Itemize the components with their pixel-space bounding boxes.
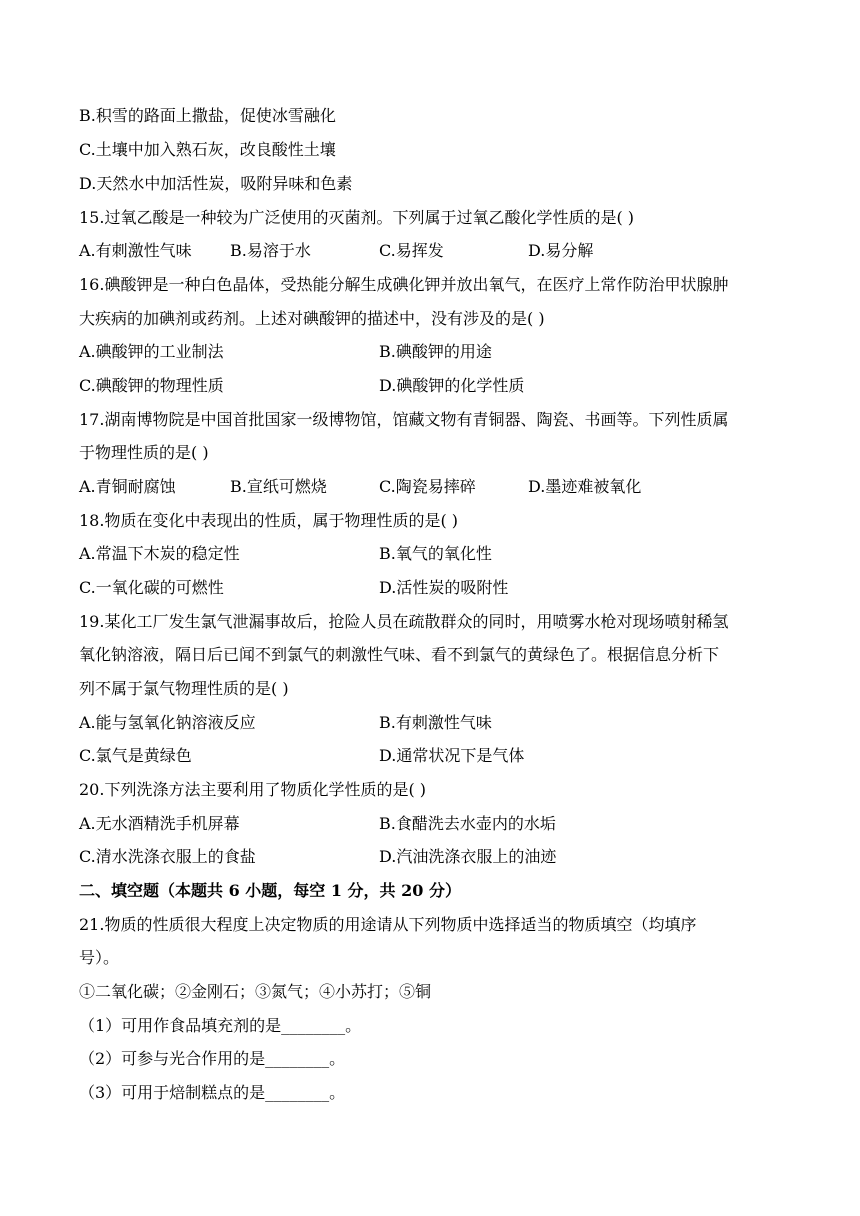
q17-option-d: D.墨迹难被氧化 <box>528 477 642 496</box>
q19-option-c: C.氯气是黄绿色 <box>79 746 192 765</box>
q16-stem-line2: 大疾病的加碘剂或药剂。上述对碘酸钾的描述中，没有涉及的是( ) <box>79 309 545 328</box>
q21-substance-list: ①二氧化碳；②金刚石；③氮气；④小苏打；⑤铜 <box>79 982 432 1001</box>
section-heading-fill-in: 二、填空题（本题共 6 小题，每空 1 分，共 20 分） <box>79 881 461 900</box>
q20-option-c: C.清水洗涤衣服上的食盐 <box>79 847 256 866</box>
q16-options-row2 <box>79 374 779 398</box>
q20-option-a: A.无水酒精洗手机屏幕 <box>79 814 240 833</box>
q17-option-b: B.宣纸可燃烧 <box>230 477 327 496</box>
q18-option-c: C.一氧化碳的可燃性 <box>79 578 224 597</box>
q14-option-b: B.积雪的路面上撒盐，促使冰雪融化 <box>79 106 336 125</box>
q17-stem-line2: 于物理性质的是( ) <box>79 443 209 462</box>
q19-options-row1 <box>79 711 779 735</box>
q16-option-a: A.碘酸钾的工业制法 <box>79 342 224 361</box>
q21-subquestion-3: （3）可用于焙制糕点的是________。 <box>79 1083 346 1102</box>
q18-options-row2 <box>79 576 779 600</box>
q21-subquestion-1: （1）可用作食品填充剂的是________。 <box>79 1016 362 1035</box>
q20-options-row2 <box>79 845 779 869</box>
q18-option-a: A.常温下木炭的稳定性 <box>79 544 240 563</box>
q16-option-d: D.碘酸钾的化学性质 <box>379 376 525 395</box>
q19-options-row2 <box>79 744 779 768</box>
q19-option-b: B.有刺激性气味 <box>379 713 492 732</box>
q15-option-a: A.有刺激性气味 <box>79 241 192 260</box>
q16-option-c: C.碘酸钾的物理性质 <box>79 376 224 395</box>
q15-options-row <box>79 239 779 263</box>
q15-stem: 15.过氧乙酸是一种较为广泛使用的灭菌剂。下列属于过氧乙酸化学性质的是( ) <box>79 208 635 227</box>
q21-subquestion-2: （2）可参与光合作用的是________。 <box>79 1049 346 1068</box>
q14-option-c: C.土壤中加入熟石灰，改良酸性土壤 <box>79 140 336 159</box>
q17-stem-line1: 17.湖南博物院是中国首批国家一级博物馆，馆藏文物有青铜器、陶瓷、书画等。下列性质属 <box>79 410 729 429</box>
q16-stem-line1: 16.碘酸钾是一种白色晶体，受热能分解生成碘化钾并放出氧气，在医疗上常作防治甲状腺肿 <box>79 275 729 294</box>
q17-option-c: C.陶瓷易摔碎 <box>379 477 476 496</box>
q15-option-c: C.易挥发 <box>379 241 444 260</box>
q18-option-b: B.氧气的氧化性 <box>379 544 492 563</box>
q17-option-a: A.青铜耐腐蚀 <box>79 477 176 496</box>
q16-option-b: B.碘酸钾的用途 <box>379 342 492 361</box>
q14-option-d: D.天然水中加活性炭，吸附异味和色素 <box>79 174 353 193</box>
q20-option-b: B.食醋洗去水壶内的水垢 <box>379 814 556 833</box>
q19-option-d: D.通常状况下是气体 <box>379 746 525 765</box>
q19-stem-line2: 氧化钠溶液，隔日后已闻不到氯气的刺激性气味、看不到氯气的黄绿色了。根据信息分析下 <box>79 645 720 664</box>
q15-option-b: B.易溶于水 <box>230 241 311 260</box>
q18-option-d: D.活性炭的吸附性 <box>379 578 509 597</box>
q19-stem-line3: 列不属于氯气物理性质的是( ) <box>79 679 289 698</box>
q17-options-row <box>79 475 779 499</box>
q15-option-d: D.易分解 <box>528 241 594 260</box>
q18-options-row1 <box>79 542 779 566</box>
q19-option-a: A.能与氢氧化钠溶液反应 <box>79 713 256 732</box>
q20-stem: 20.下列洗涤方法主要利用了物质化学性质的是( ) <box>79 780 427 799</box>
q20-options-row1 <box>79 812 779 836</box>
q21-stem-line2: 号）。 <box>79 948 120 967</box>
q21-stem-line1: 21.物质的性质很大程度上决定物质的用途请从下列物质中选择适当的物质填空（均填序 <box>79 915 697 934</box>
q16-options-row1 <box>79 340 779 364</box>
q18-stem: 18.物质在变化中表现出的性质，属于物理性质的是( ) <box>79 511 459 530</box>
q20-option-d: D.汽油洗涤衣服上的油迹 <box>379 847 557 866</box>
q19-stem-line1: 19.某化工厂发生氯气泄漏事故后，抢险人员在疏散群众的同时，用喷雾水枪对现场喷射稀氢 <box>79 612 729 631</box>
